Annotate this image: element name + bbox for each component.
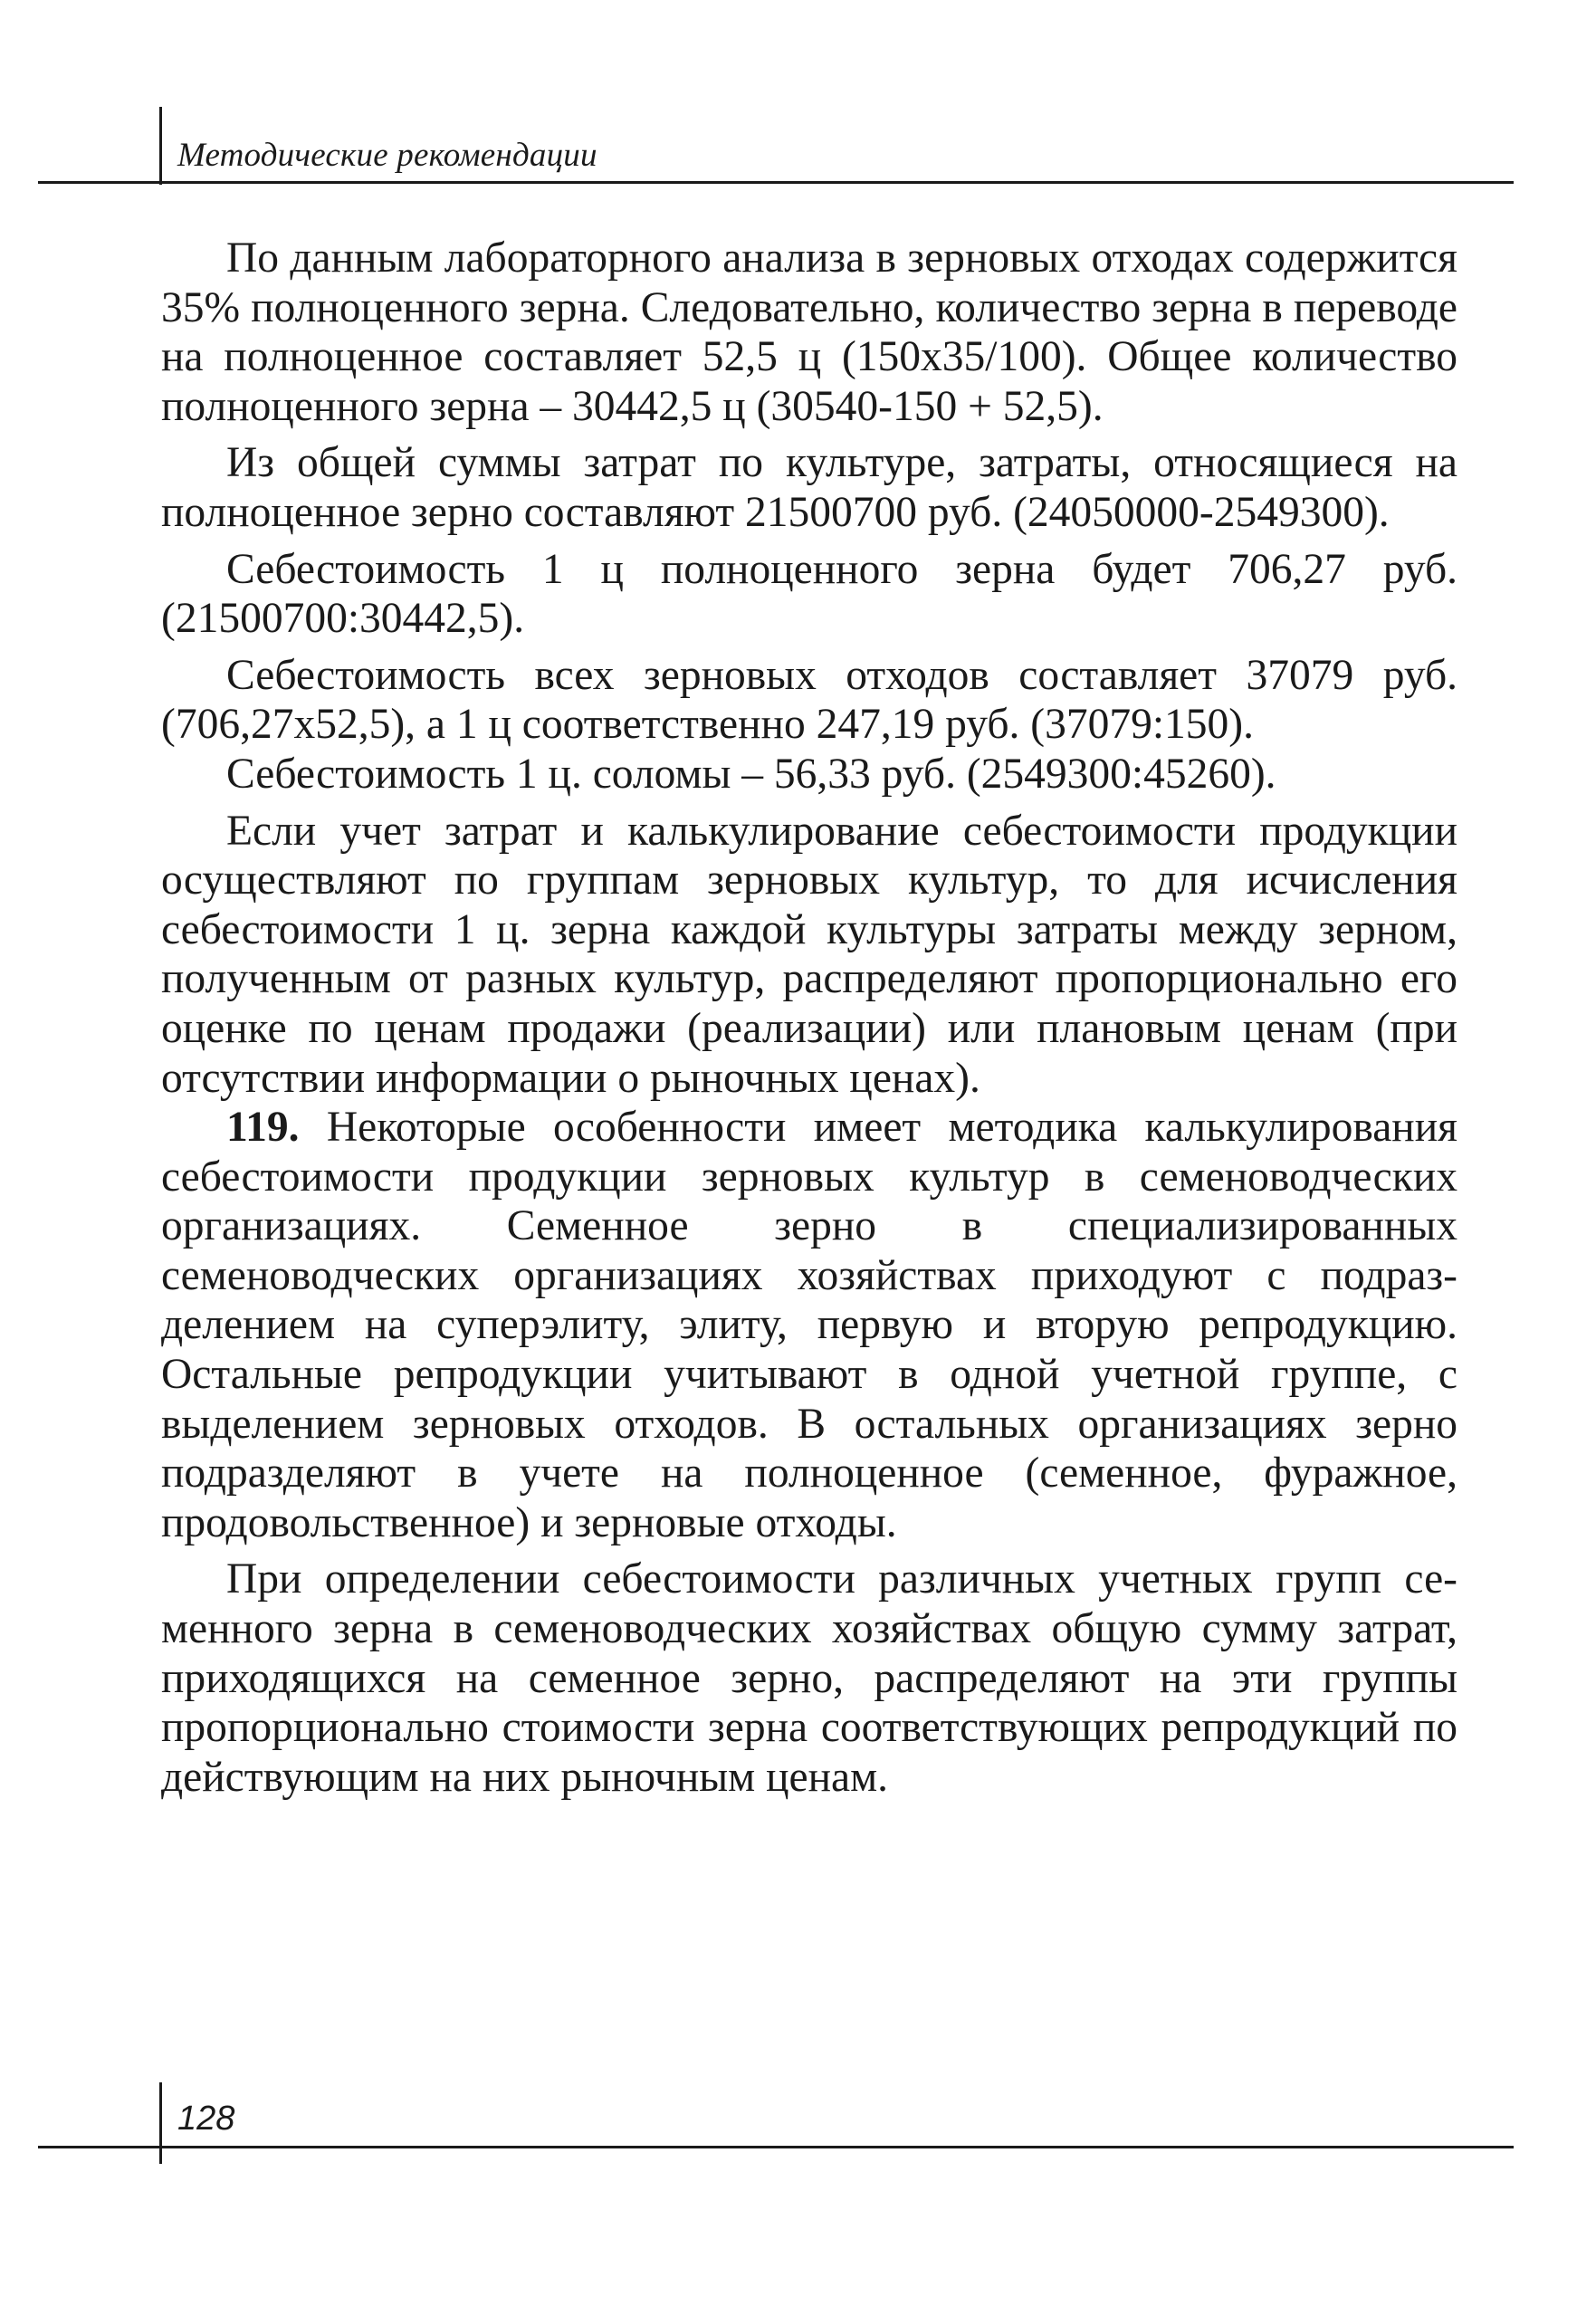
paragraph-text: Себестоимость 1 ц полноценного зерна будет 706,27 руб. (21500700:30442,5). — [161, 545, 1457, 643]
paragraph — [161, 750, 1457, 799]
paragraph — [161, 545, 1457, 644]
paragraph-text: Если учет затрат и калькулирование себестоимости продукции осуществляют по группам зерновых культур, то для исчисления себестоимости 1 ц. зерна каждой культуры затраты между зерном, полученным от разных культур, распределяют пропорционально его оценке по ценам продажи (реализации) или плановым ценам (при отсутствии информации о рыночных ценах). — [161, 807, 1457, 1102]
footer-vertical-rule — [159, 2082, 162, 2164]
body-text — [161, 234, 1457, 1802]
paragraph-text: По данным лабораторного анализа в зерновых отходах содержится 35% полноценного зерна. Следовательно, количество зерна в переводе на полноценное составляет 52,5 ц (150x35/100). Общее количество полноценного зерна – 30442,5 ц (30540-150 + 52,5). — [161, 234, 1457, 430]
paragraph — [161, 651, 1457, 750]
footer-horizontal-rule — [38, 2146, 1514, 2148]
paragraph-text: Из общей суммы затрат по культуре, затраты, относящиеся на полноценное зерно составляют 21500700 руб. (24050000-2549300). — [161, 439, 1457, 536]
paragraph — [161, 234, 1457, 431]
running-title: Методические рекомендации — [177, 137, 597, 174]
paragraph — [161, 438, 1457, 537]
header-horizontal-rule — [38, 181, 1514, 184]
page-number: 128 — [177, 2100, 235, 2138]
paragraph — [161, 807, 1457, 1104]
paragraph-119 — [161, 1103, 1457, 1547]
paragraph-text: Себестоимость 1 ц. соломы – 56,33 руб. (2549300:45260). — [226, 750, 1276, 798]
paragraph — [161, 1555, 1457, 1802]
paragraph-number: 119. — [226, 1104, 300, 1152]
paragraph-text: Себестоимость всех зерновых отходов составляет 37079 руб. (706,27x52,5), а 1 ц соответственно 247,19 руб. (37079:150). — [161, 651, 1457, 749]
paragraph-text: При определении себестоимости различных учетных групп семенного зерна в семеноводческих хозяйствах общую сумму затрат, приходящихся на семенное зерно, распределяют на эти группы пропорционально стоимости зерна соответствующих репродукций по действующим на них рыночным ценам. — [161, 1555, 1457, 1801]
paragraph-text: Некоторые особенности имеет методика калькулирования себестоимости продукции зерновых культур в семеноводческих организациях. Семенное зерно в специализированных семеноводческих организациях хозяйствах приходуют с подразделением на суперэлиту, элиту, первую и вторую репродукцию. Остальные репродукции учитывают в одной учетной группе, с выделением зерновых отходов. В остальных организациях зерно подразделяют в учете на полноценное (семенное, фуражное, продовольственное) и зерновые отходы. — [161, 1104, 1457, 1546]
header-vertical-rule — [159, 107, 162, 185]
